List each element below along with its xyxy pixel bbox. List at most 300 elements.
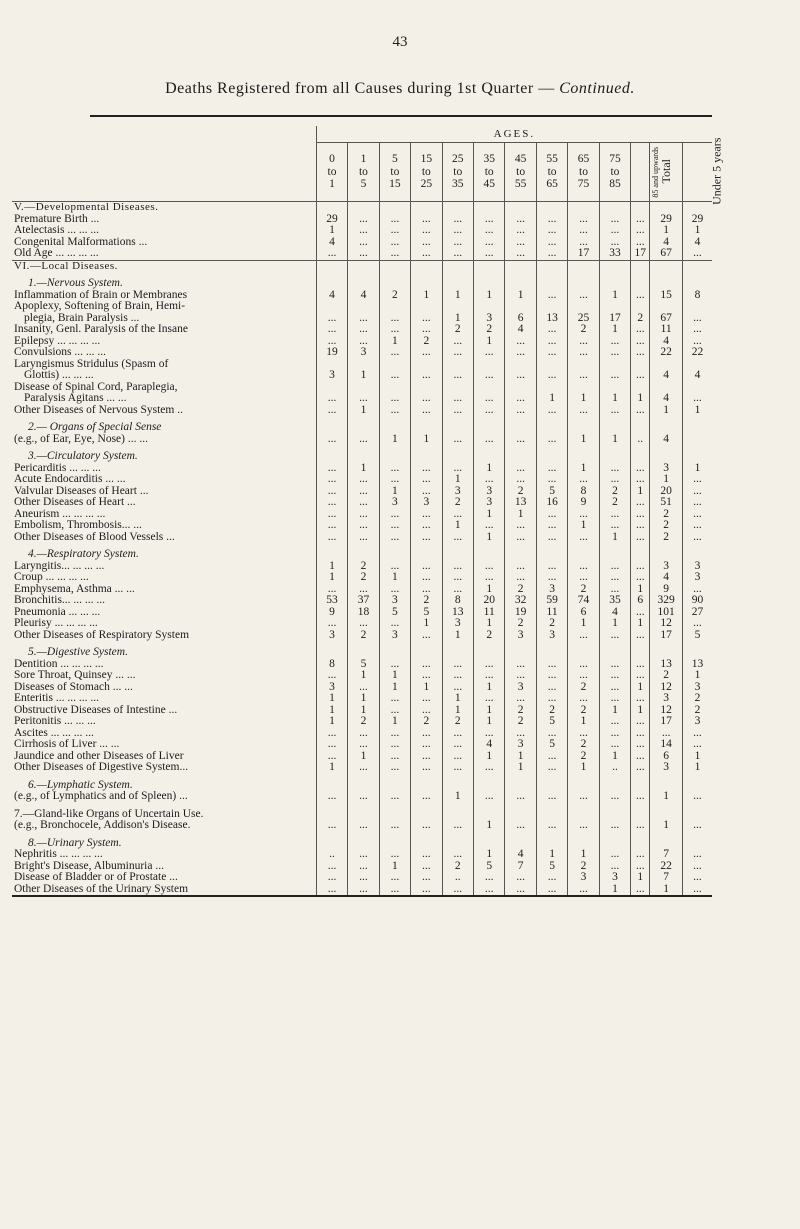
cell-value: ...: [379, 693, 410, 705]
total-header-label: Total: [658, 159, 673, 184]
cell-value: [631, 549, 650, 561]
cell-value: ...: [631, 716, 650, 728]
table-row: [12, 595, 712, 607]
cell-value: ...: [442, 884, 473, 897]
cell-value: ...: [599, 509, 630, 521]
cell-value: ...: [599, 739, 630, 751]
row-label: (e.g., Bronchocele, Addison's Disease.: [14, 819, 191, 831]
cell-value: 2: [505, 705, 536, 717]
cell-value: ...: [599, 716, 630, 728]
cell-value: 1: [599, 290, 630, 302]
cell-value: ...: [682, 884, 712, 897]
cell-value: [442, 647, 473, 659]
cell-value: [536, 260, 567, 272]
cell-value: ...: [682, 618, 712, 630]
cell-value: 13: [650, 659, 682, 671]
cell-value: [568, 451, 599, 463]
cell-value: ...: [411, 751, 442, 763]
cell-value: ...: [442, 393, 473, 405]
cell-value: ...: [411, 572, 442, 584]
cell-value: ...: [682, 791, 712, 803]
cell-value: 1: [473, 290, 504, 302]
cell-value: 1: [442, 693, 473, 705]
cell-value: 1: [631, 705, 650, 717]
cell-value: ...: [505, 225, 536, 237]
cell-value: ...: [568, 532, 599, 544]
cell-value: ...: [316, 791, 347, 803]
cell-value: 1: [348, 463, 379, 475]
cell-value: ...: [473, 561, 504, 573]
cell-value: 1: [650, 225, 682, 237]
cell-value: ...: [379, 739, 410, 751]
cell-value: [631, 260, 650, 272]
cell-value: 25: [568, 313, 599, 325]
cell-value: ...: [379, 532, 410, 544]
cell-value: ...: [411, 214, 442, 226]
cell-value: 3: [411, 497, 442, 509]
cell-value: ...: [599, 474, 630, 486]
cell-value: ...: [316, 884, 347, 897]
cell-value: ...: [411, 861, 442, 873]
cell-value: 1: [505, 762, 536, 774]
cell-value: ...: [568, 347, 599, 359]
cell-value: 4: [682, 237, 712, 249]
row-label: Aneurism ... ... ... ...: [14, 507, 106, 520]
cell-value: 1: [442, 630, 473, 642]
cell-value: ...: [411, 248, 442, 260]
cell-value: ...: [473, 520, 504, 532]
cell-value: ...: [348, 434, 379, 446]
table-row: [12, 693, 712, 705]
cell-value: 1: [568, 434, 599, 446]
cell-value: 2: [442, 497, 473, 509]
cell-value: 4: [650, 370, 682, 382]
cell-value: 2: [411, 336, 442, 348]
cell-value: 19: [505, 607, 536, 619]
cell-value: 1: [348, 705, 379, 717]
age-header-part: 75: [577, 178, 590, 191]
cell-value: ...: [316, 739, 347, 751]
row-label: Laryngismus Stridulus (Spasm of: [14, 357, 169, 370]
cell-value: [316, 278, 347, 290]
cell-value: ...: [536, 659, 567, 671]
cell-value: ...: [411, 584, 442, 596]
age-header-part: to: [516, 165, 526, 178]
cell-value: [568, 202, 599, 214]
cell-value: ...: [379, 474, 410, 486]
age-header-part: to: [390, 165, 400, 178]
cell-value: ...: [650, 728, 682, 740]
row-label: Old Age ... ... ... ...: [14, 247, 99, 259]
row-label: (e.g., of Ear, Eye, Nose) ... ...: [14, 432, 148, 445]
cell-value: ...: [316, 497, 347, 509]
table-body: [12, 202, 712, 897]
cell-value: ...: [599, 561, 630, 573]
cell-value: ...: [379, 347, 410, 359]
cell-value: [473, 260, 504, 272]
cell-value: ...: [348, 872, 379, 884]
cell-value: 8: [682, 290, 712, 302]
cell-value: ...: [348, 849, 379, 861]
cell-value: 2: [473, 630, 504, 642]
cell-value: ...: [682, 324, 712, 336]
cell-value: 6: [568, 607, 599, 619]
cell-value: 1: [348, 693, 379, 705]
cell-value: [568, 647, 599, 659]
cell-value: 2: [631, 313, 650, 325]
cell-value: ...: [568, 237, 599, 249]
cell-value: ...: [316, 313, 347, 325]
cell-value: ...: [473, 214, 504, 226]
cell-value: 1: [505, 290, 536, 302]
table-row: [12, 225, 712, 237]
cell-value: 33: [599, 248, 630, 260]
age-header-part: 55: [546, 153, 558, 166]
cell-value: ...: [568, 336, 599, 348]
cell-value: ...: [348, 324, 379, 336]
row-label: Sore Throat, Quinsey ... ...: [14, 669, 136, 681]
section-row: [12, 202, 712, 214]
age-header-part: 45: [514, 153, 527, 166]
cell-value: 1: [599, 884, 630, 897]
cell-value: ...: [411, 705, 442, 717]
cell-value: 2: [650, 670, 682, 682]
cell-value: 4: [316, 290, 347, 302]
cell-value: 5: [473, 861, 504, 873]
cell-value: 29: [650, 214, 682, 226]
table-row: [12, 670, 712, 682]
cell-value: 1: [599, 393, 630, 405]
cell-value: 37: [348, 595, 379, 607]
cell-value: 2: [568, 584, 599, 596]
cell-value: ...: [379, 520, 410, 532]
cell-value: [411, 647, 442, 659]
row-label: Cirrhosis of Liver ... ...: [14, 738, 120, 750]
cell-value: ...: [379, 849, 410, 861]
cell-value: ...: [348, 214, 379, 226]
cell-value: ...: [599, 791, 630, 803]
cell-value: [536, 451, 567, 463]
cell-value: ...: [379, 659, 410, 671]
cell-value: [316, 647, 347, 659]
cell-value: ...: [536, 682, 567, 694]
cell-value: 1: [505, 509, 536, 521]
cell-value: ...: [536, 324, 567, 336]
cell-value: 8: [316, 659, 347, 671]
cell-value: 67: [650, 248, 682, 260]
cell-value: [536, 202, 567, 214]
table-row: [12, 532, 712, 544]
cell-value: 1: [316, 716, 347, 728]
cell-value: ...: [411, 884, 442, 897]
cell-value: 2: [650, 532, 682, 544]
cell-value: 3: [650, 561, 682, 573]
cell-value: ...: [348, 791, 379, 803]
row-label: Croup ... ... ... ...: [14, 571, 89, 583]
row-label: V.—Developmental Diseases.: [14, 201, 159, 213]
table-row: [12, 762, 712, 774]
cell-value: ...: [473, 728, 504, 740]
table-row: [12, 884, 712, 897]
cell-value: ...: [348, 336, 379, 348]
cell-value: 2: [682, 693, 712, 705]
cell-value: ...: [599, 659, 630, 671]
cell-value: 2: [505, 584, 536, 596]
cell-value: ...: [473, 872, 504, 884]
cell-value: ...: [442, 532, 473, 544]
cell-value: 59: [536, 595, 567, 607]
cell-value: 1: [348, 751, 379, 763]
cell-value: [379, 647, 410, 659]
row-label: Epilepsy ... ... ... ...: [14, 334, 101, 347]
cell-value: ...: [568, 791, 599, 803]
cell-value: 13: [505, 497, 536, 509]
cell-value: 8: [568, 486, 599, 498]
cell-value: 4: [473, 739, 504, 751]
cell-value: 2: [411, 595, 442, 607]
group-row: [12, 422, 712, 434]
cell-value: 35: [599, 595, 630, 607]
title-rule: [90, 115, 712, 117]
row-label: Ascites ... ... ... ...: [14, 726, 94, 739]
cell-value: ...: [316, 463, 347, 475]
cell-value: 1: [348, 370, 379, 382]
cell-value: 4: [682, 370, 712, 382]
cell-value: 1: [316, 762, 347, 774]
row-label: 4.—Respiratory System.: [28, 548, 139, 560]
cell-value: 1: [442, 705, 473, 717]
cell-value: ...: [411, 728, 442, 740]
age-column-header: [379, 143, 410, 202]
cell-value: ...: [599, 520, 630, 532]
cell-value: [411, 301, 442, 313]
cell-value: ...: [505, 670, 536, 682]
row-label: Enteritis ... ... ... ...: [14, 692, 99, 704]
cell-value: ...: [682, 861, 712, 873]
row-label: Glottis) ... ... ...: [24, 369, 94, 381]
cell-value: ...: [599, 630, 630, 642]
cell-value: ...: [568, 820, 599, 832]
age-header-part: 85: [609, 178, 621, 191]
cell-value: 1: [442, 313, 473, 325]
cell-value: [505, 260, 536, 272]
cell-value: 2: [599, 486, 630, 498]
cell-value: 1: [411, 290, 442, 302]
cell-value: 101: [650, 607, 682, 619]
cell-value: 2: [442, 716, 473, 728]
cell-value: [536, 549, 567, 561]
cell-value: 22: [650, 861, 682, 873]
cell-value: [442, 451, 473, 463]
row-label: Dentition ... ... ... ...: [14, 657, 104, 670]
cell-value: [650, 422, 682, 434]
cell-value: ...: [599, 347, 630, 359]
cell-value: ...: [599, 693, 630, 705]
cell-value: 2: [650, 509, 682, 521]
cell-value: ...: [682, 497, 712, 509]
cell-value: 1: [682, 463, 712, 475]
row-label: 3.—Circulatory System.: [28, 450, 138, 462]
cell-value: [650, 278, 682, 290]
cell-value: 1: [599, 434, 630, 446]
age-column-header: [599, 143, 630, 202]
cell-value: 3: [650, 693, 682, 705]
cell-value: 3: [473, 497, 504, 509]
cell-value: [536, 278, 567, 290]
cell-value: 1: [348, 670, 379, 682]
cell-value: 12: [650, 682, 682, 694]
table-row: [12, 324, 712, 336]
row-label: Obstructive Diseases of Intestine ...: [14, 703, 178, 716]
cell-value: ...: [536, 237, 567, 249]
cell-value: ...: [379, 237, 410, 249]
cell-value: ...: [568, 630, 599, 642]
row-label: Jaundice and other Diseases of Liver: [14, 749, 184, 762]
cell-value: ...: [316, 820, 347, 832]
cell-value: ...: [599, 214, 630, 226]
cell-value: [473, 451, 504, 463]
cell-value: ...: [568, 728, 599, 740]
cell-value: ...: [631, 463, 650, 475]
age-header-part: 45: [483, 178, 495, 191]
cell-value: [631, 278, 650, 290]
cell-value: [682, 278, 712, 290]
cell-value: ...: [505, 532, 536, 544]
table-row: [12, 474, 712, 486]
cell-value: ...: [379, 705, 410, 717]
cell-value: [411, 422, 442, 434]
cell-value: ...: [505, 572, 536, 584]
cell-value: ..: [631, 434, 650, 446]
cell-value: [682, 434, 712, 446]
cell-value: 4: [650, 434, 682, 446]
cell-value: ...: [568, 225, 599, 237]
cell-value: ...: [682, 393, 712, 405]
cell-value: 32: [505, 595, 536, 607]
cell-value: 9: [650, 584, 682, 596]
cell-value: 1: [316, 561, 347, 573]
row-label: VI.—Local Diseases.: [12, 260, 316, 272]
cell-value: 1: [568, 393, 599, 405]
age-header-part: to: [579, 165, 588, 178]
cell-value: 1: [650, 791, 682, 803]
age-header-part: to: [358, 165, 368, 178]
cell-value: 2: [682, 705, 712, 717]
cell-value: ...: [599, 849, 630, 861]
cell-value: ...: [631, 237, 650, 249]
cell-value: [631, 301, 650, 313]
cell-value: [631, 647, 650, 659]
cell-value: [682, 451, 712, 463]
cell-value: 1: [442, 791, 473, 803]
cell-value: 3: [682, 716, 712, 728]
row-label: Disease of Spinal Cord, Paraplegia,: [14, 380, 178, 393]
cell-value: ...: [568, 693, 599, 705]
age-header-part: 35: [452, 178, 464, 191]
cell-value: ...: [536, 474, 567, 486]
cell-value: ...: [348, 313, 379, 325]
cell-value: ...: [536, 248, 567, 260]
cell-value: ...: [536, 572, 567, 584]
cell-value: 2: [568, 324, 599, 336]
cell-value: ...: [348, 682, 379, 694]
cell-value: 1: [682, 670, 712, 682]
cell-value: ...: [682, 509, 712, 521]
cell-value: 3: [473, 313, 504, 325]
age-column-header: [411, 143, 442, 202]
cell-value: ...: [536, 532, 567, 544]
table-row: [12, 520, 712, 532]
cell-value: ...: [442, 405, 473, 417]
row-label: 2.— Organs of Special Sense: [28, 421, 162, 433]
cell-value: ...: [316, 670, 347, 682]
table-row: [12, 248, 712, 260]
cell-value: ...: [599, 572, 630, 584]
cell-value: 1: [568, 762, 599, 774]
cell-value: ...: [411, 370, 442, 382]
cell-value: [348, 202, 379, 214]
cell-value: [348, 422, 379, 434]
cell-value: 3: [682, 572, 712, 584]
cell-value: ...: [682, 520, 712, 532]
cell-value: [411, 202, 442, 214]
cell-value: ...: [568, 572, 599, 584]
cell-value: 1: [682, 405, 712, 417]
cell-value: ...: [316, 728, 347, 740]
row-label: Inflammation of Brain or Membranes: [14, 288, 188, 301]
cell-value: ...: [631, 474, 650, 486]
cell-value: ...: [379, 248, 410, 260]
cell-value: ...: [379, 313, 410, 325]
cell-value: [379, 260, 410, 272]
cell-value: ...: [536, 509, 567, 521]
table-row: [12, 630, 712, 642]
cell-value: ...: [379, 872, 410, 884]
cell-value: ...: [348, 861, 379, 873]
cell-value: [568, 301, 599, 313]
cell-value: [505, 647, 536, 659]
age-header-part: to: [327, 165, 337, 178]
cell-value: [316, 260, 347, 272]
cell-value: [682, 549, 712, 561]
cell-value: ...: [682, 872, 712, 884]
cell-value: 2: [505, 716, 536, 728]
cell-value: [473, 301, 504, 313]
cell-value: 1: [473, 682, 504, 694]
cell-value: 1: [442, 474, 473, 486]
cell-value: ...: [473, 225, 504, 237]
cell-value: ...: [348, 225, 379, 237]
cell-value: 1: [650, 820, 682, 832]
cell-value: ...: [316, 509, 347, 521]
cell-value: ...: [442, 659, 473, 671]
cell-value: 2: [536, 705, 567, 717]
cell-value: ...: [411, 849, 442, 861]
cell-value: ...: [682, 820, 712, 832]
cell-value: ...: [348, 884, 379, 897]
cell-value: [411, 278, 442, 290]
cell-value: 1: [568, 520, 599, 532]
cell-value: 3: [536, 630, 567, 642]
row-label: 7.—Gland-like Organs of Uncertain Use.: [14, 807, 204, 820]
cell-value: ...: [631, 324, 650, 336]
cell-value: [348, 647, 379, 659]
cell-value: 4: [650, 572, 682, 584]
age-header-part: 35: [483, 153, 495, 166]
row-label: Laryngitis... ... ... ...: [14, 559, 105, 572]
cell-value: ...: [536, 520, 567, 532]
cell-value: ...: [442, 214, 473, 226]
